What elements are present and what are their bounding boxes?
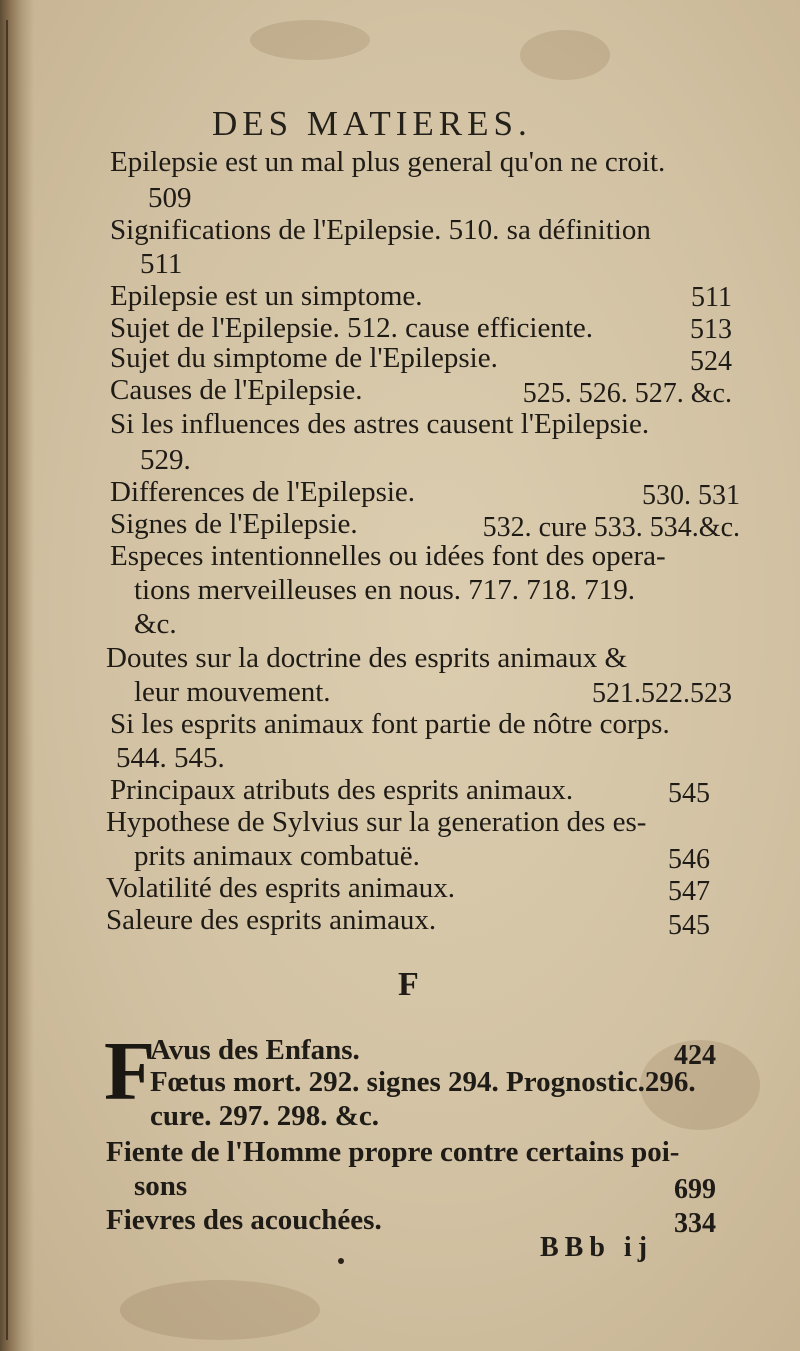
entry-text: prits animaux combatuë.: [134, 840, 420, 872]
entry-text: Doutes sur la doctrine des esprits animaux &: [106, 642, 628, 674]
page-ref: 545: [668, 778, 710, 809]
entry-text: Differences de l'Epilepsie.: [110, 476, 416, 508]
index-entry-continuation: [150, 1100, 379, 1132]
index-entry: [110, 408, 649, 440]
page-ref: 699: [674, 1174, 716, 1205]
page-ref: 424: [674, 1040, 716, 1071]
entry-text: Si les influences des astres causent l'Epilepsie.: [110, 408, 650, 440]
entry-text: Fiente de l'Homme propre contre certains poi-: [106, 1136, 680, 1168]
index-entry: [110, 374, 362, 406]
entry-text: Signes de l'Epilepsie.: [110, 508, 358, 540]
index-entry-continuation: [134, 1170, 187, 1202]
section-letter: F: [398, 966, 419, 1003]
entry-text: Fœtus mort. 292. signes 294. Prognostic.296.: [150, 1066, 696, 1098]
entry-text: Sujet du simptome de l'Epilepsie.: [110, 342, 498, 374]
index-entry-continuation: [134, 574, 635, 606]
entry-text: Saleure des esprits animaux.: [106, 904, 437, 936]
running-header: DES MATIERES.: [212, 104, 532, 143]
entry-text: Principaux atributs des esprits animaux.: [110, 774, 574, 806]
entry-text: 544. 545.: [116, 742, 225, 774]
ink-dot: [338, 1258, 344, 1264]
index-entry-continuation: [134, 608, 177, 640]
index-entry: [150, 1066, 696, 1098]
entry-text: Avus des Enfans.: [150, 1034, 360, 1066]
page-ref: 334: [674, 1208, 716, 1239]
index-entry: [106, 1204, 382, 1236]
index-entry-continuation: [134, 676, 331, 708]
index-entry: [110, 774, 573, 806]
index-entry: [110, 476, 415, 508]
page-ref: 521.522.523: [592, 678, 732, 709]
page-ref: 546: [668, 844, 710, 875]
index-entry: [106, 872, 455, 904]
index-entry: [110, 146, 665, 178]
signature-mark: BBb ij: [540, 1232, 654, 1263]
page-ref: 545: [668, 910, 710, 941]
index-entry: [110, 312, 593, 344]
index-entry: [106, 642, 627, 674]
index-entry: [150, 1034, 360, 1066]
index-entry: [110, 342, 498, 374]
entry-text: cure. 297. 298. &c.: [150, 1100, 379, 1132]
entry-text: Causes de l'Epilepsie.: [110, 374, 363, 406]
entry-text: leur mouvement.: [134, 676, 331, 708]
page-ref: 511: [691, 282, 732, 313]
entry-text: Sujet de l'Epilepsie. 512. cause efficiente.: [110, 312, 594, 344]
index-entry: [110, 708, 670, 740]
entry-text: Epilepsie est un mal plus general qu'on ne croit.: [110, 146, 666, 178]
index-entry-continuation: [140, 444, 191, 476]
index-entry: [110, 508, 358, 540]
index-entry: [106, 1136, 679, 1168]
entry-text: Especes intentionnelles ou idées font des opera-: [110, 540, 666, 572]
page-ref: 524: [690, 346, 732, 377]
entry-text: Fievres des acouchées.: [106, 1204, 382, 1236]
page-ref: 532. cure 533. 534.&c.: [482, 512, 740, 543]
entry-text: 509: [148, 182, 192, 214]
page-ref: 513: [690, 314, 732, 345]
index-entry: [110, 540, 666, 572]
drop-cap: F: [104, 1025, 156, 1118]
index-entry-continuation: [140, 248, 182, 280]
index-entry-continuation: [148, 182, 192, 214]
index-entry: [106, 806, 646, 838]
entry-text: Volatilité des esprits animaux.: [106, 872, 456, 904]
index-entry: [110, 214, 651, 246]
index-entry-continuation: [116, 742, 225, 774]
page-ref: 547: [668, 876, 710, 907]
entry-text: 511: [140, 248, 183, 280]
index-entry: [106, 904, 436, 936]
index-entry: [110, 280, 423, 312]
entry-text: sons: [134, 1170, 188, 1202]
entry-text: Epilepsie est un simptome.: [110, 280, 423, 312]
entry-text: Si les esprits animaux font partie de nôtre corps.: [110, 708, 670, 740]
page-ref: 525. 526. 527. &c.: [522, 378, 732, 409]
entry-text: Hypothese de Sylvius sur la generation des es-: [106, 806, 647, 838]
index-entry-continuation: [134, 840, 420, 872]
entry-text: 529.: [140, 444, 191, 476]
entry-text: tions merveilleuses en nous. 717. 718. 719.: [134, 574, 636, 606]
entry-text: Significations de l'Epilepsie. 510. sa définition: [110, 214, 651, 246]
entry-text: &c.: [134, 608, 177, 640]
page-ref: 530. 531: [642, 480, 740, 511]
